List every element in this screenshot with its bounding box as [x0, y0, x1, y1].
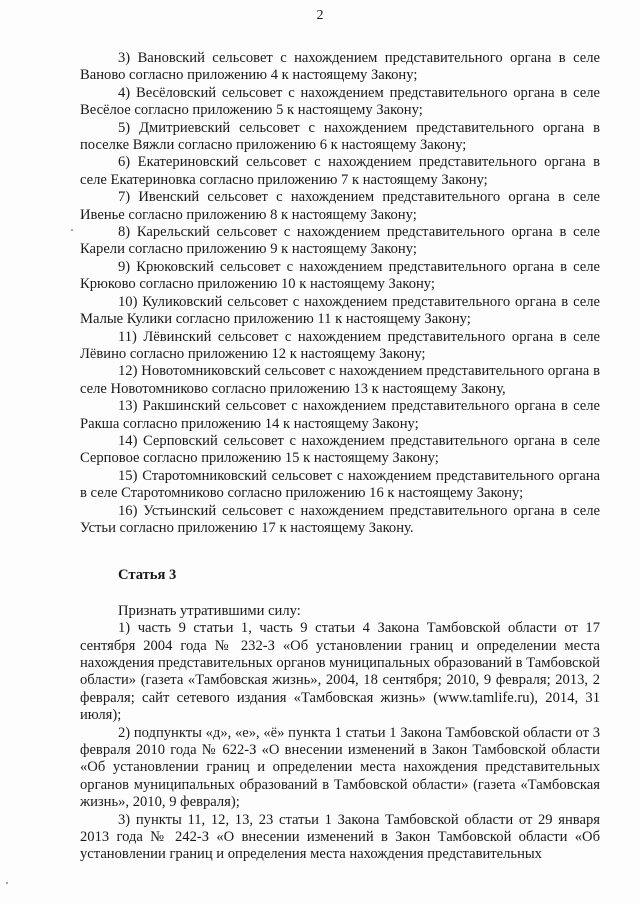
- document-body: [80, 50, 600, 864]
- list-item: 12) Новотомниковский сельсовет с нахождением представительного органа в селе Новотомниково согласно приложению 13 к настоящему Закону,: [80, 363, 600, 397]
- list-item: 7) Ивенский сельсовет с нахождением представительного органа в селе Ивенье согласно приложению 8 к настоящему Закону;: [80, 189, 600, 223]
- list-item: 11) Лёвинский сельсовет с нахождением представительного органа в селе Лёвино согласно приложению 12 к настоящему Закону;: [80, 328, 600, 362]
- list-item: 8) Карельский сельсовет с нахождением представительного органа в селе Карели согласно приложению 9 к настоящему Закону;: [80, 224, 600, 258]
- article-item: 3) пункты 11, 12, 13, 23 статьи 1 Закона Тамбовской области от 29 января 2013 года № 242-З «О внесении изменений в Закон Тамбовской области «Об установлении границ и определения места нахождения представительных: [80, 811, 600, 863]
- list-item: 14) Серповский сельсовет с нахождением представительного органа в селе Серповое согласно приложению 15 к настоящему Закону;: [80, 432, 600, 467]
- scan-speck: [6, 882, 8, 884]
- list-item: 6) Екатериновский сельсовет с нахождением представительного органа в селе Екатериновка согласно приложению 7 к настоящему Закону;: [80, 154, 600, 188]
- list-item: 15) Старотомниковский сельсовет с нахождением представительного органа в селе Старотомниково согласно приложению 16 к настоящему Закону;: [80, 467, 600, 502]
- list-item: 13) Ракшинский сельсовет с нахождением представительного органа в селе Ракша согласно приложению 14 к настоящему Закону;: [80, 398, 600, 432]
- list-item: 16) Устьинский сельсовет с нахождением представительного органа в селе Устьи согласно приложению 17 к настоящему Закону.: [80, 502, 600, 536]
- list-item: 10) Куликовский сельсовет с нахождением представительного органа в селе Малые Кулики согласно приложению 11 к настоящему Закону;: [80, 293, 600, 328]
- list-item: 9) Крюковский сельсовет с нахождением представительного органа в селе Крюково согласно приложению 10 к настоящему Закону;: [80, 258, 600, 293]
- list-item: 5) Дмитриевский сельсовет с нахождением представительного органа в поселке Вяжли согласно приложению 6 к настоящему Закону;: [80, 119, 600, 154]
- article-intro: Признать утратившими силу:: [118, 602, 301, 619]
- article-item: 2) подпункты «д», «е», «ё» пункта 1 статьи 1 Закона Тамбовской области от 3 февраля 2010 года № 622-З «О внесении изменений в Закон Тамбовской области «Об установлении границ и определении места нахождения представительных органов муниципальных образований в Тамбовской области» (газета «Тамбовская жизнь», 2010, 9 февраля);: [80, 724, 600, 811]
- article-title: Статья 3: [118, 567, 177, 584]
- list-item: 4) Весёловский сельсовет с нахождением представительного органа в селе Весёлое согласно приложению 5 к настоящему Закону;: [80, 84, 600, 119]
- article-item: 1) часть 9 статьи 1, часть 9 статьи 4 Закона Тамбовской области от 17 сентября 2004 года № 232-З «Об установлении границ и определении места нахождения представительных органов муниципальных образований в Тамбовской области» (газета «Тамбовская жизнь», 2004, 18 сентября; 2010, 9 февраля; 2013, 2 февраля; сайт сетевого издания «Тамбовская жизнь» (www.tamlife.ru), 2014, 31 июля);: [80, 620, 600, 724]
- page-number: 2: [316, 8, 324, 23]
- list-item: 3) Вановский сельсовет с нахождением представительного органа в селе Ваново согласно приложению 4 к настоящему Закону;: [80, 50, 600, 84]
- scan-speck: [71, 229, 73, 231]
